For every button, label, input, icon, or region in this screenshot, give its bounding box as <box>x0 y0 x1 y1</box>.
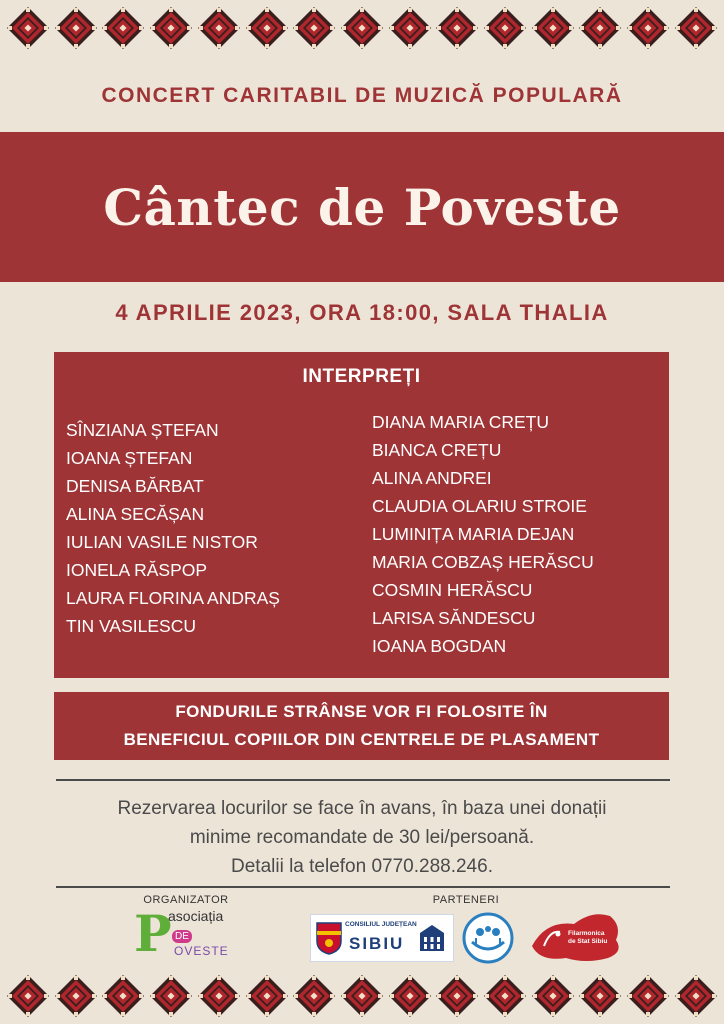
bottom-border <box>0 968 724 1024</box>
folk-embroidery-motif-icon <box>245 974 289 1018</box>
performers-list-left <box>66 416 280 640</box>
performer-name: TIN VASILESCU <box>66 616 196 636</box>
county-building-icon <box>417 923 447 953</box>
event-title: Cântec de Poveste <box>103 177 621 237</box>
performer-name: CLAUDIA OLARIU STROIE <box>372 496 587 516</box>
folk-embroidery-motif-icon <box>388 974 432 1018</box>
performers-heading: INTERPREȚI <box>302 366 421 387</box>
organizer-logo-word: asociația <box>168 908 224 924</box>
folk-embroidery-motif-icon <box>54 974 98 1018</box>
county-crest-icon <box>316 921 342 955</box>
performer-name: IOANA ȘTEFAN <box>66 448 193 468</box>
folk-embroidery-motif-icon <box>531 974 575 1018</box>
organizer-logo-letter: P <box>134 904 172 963</box>
performer-name: IONELA RĂSPOP <box>66 560 208 580</box>
partner-logo-county-council <box>310 914 454 962</box>
folk-embroidery-motif-icon <box>149 974 193 1018</box>
folk-embroidery-motif-icon <box>54 6 98 50</box>
divider-bottom <box>56 886 670 888</box>
performer-name: DENISA BĂRBAT <box>66 476 204 496</box>
performer-name: MARIA COBZAȘ HERĂSCU <box>372 552 594 572</box>
folk-embroidery-motif-icon <box>483 6 527 50</box>
folk-embroidery-motif-icon <box>6 974 50 1018</box>
partner-logo-philharmonic <box>526 906 626 966</box>
folk-embroidery-motif-icon <box>197 6 241 50</box>
folk-embroidery-motif-icon <box>435 6 479 50</box>
performer-name: DIANA MARIA CREȚU <box>372 412 549 432</box>
performer-name: ALINA ANDREI <box>372 468 492 488</box>
philharmonic-name <box>568 930 607 946</box>
organizer-logo <box>134 904 238 963</box>
performer-name: SÎNZIANA ȘTEFAN <box>66 420 219 440</box>
performer-name: IULIAN VASILE NISTOR <box>66 532 258 552</box>
funds-notice-line: FONDURILE STRÂNSE VOR FI FOLOSITE ÎN <box>175 702 548 721</box>
folk-embroidery-motif-icon <box>292 6 336 50</box>
performer-name: BIANCA CREȚU <box>372 440 502 460</box>
folk-embroidery-motif-icon <box>674 6 718 50</box>
organizer-logo-word: OVESTE <box>174 944 229 958</box>
folk-embroidery-motif-icon <box>626 6 670 50</box>
folk-embroidery-motif-icon <box>578 6 622 50</box>
folk-embroidery-motif-icon <box>578 974 622 1018</box>
performer-name: LUMINIȚA MARIA DEJAN <box>372 524 575 544</box>
philharmonic-name-line: Filarmonica <box>568 930 605 937</box>
folk-embroidery-motif-icon <box>292 974 336 1018</box>
performer-name: LAURA FLORINA ANDRAȘ <box>66 588 280 608</box>
folk-embroidery-motif-icon <box>101 6 145 50</box>
partner-name-line: CONSILIUL JUDEȚEAN <box>345 921 417 928</box>
performers-list-right <box>372 408 594 660</box>
organizer-label: ORGANIZATOR <box>143 894 229 906</box>
performer-name: COSMIN HERĂSCU <box>372 580 533 600</box>
organizer-logo-badge: DE <box>172 930 192 943</box>
philharmonic-name-line: de Stat Sibiu <box>568 938 608 945</box>
performer-name: ALINA SECĂȘAN <box>66 504 205 524</box>
folk-embroidery-motif-icon <box>531 6 575 50</box>
folk-embroidery-motif-icon <box>483 974 527 1018</box>
folk-embroidery-motif-icon <box>245 6 289 50</box>
folk-embroidery-motif-icon <box>197 974 241 1018</box>
contact-phone: Detalii la telefon 0770.288.246. <box>231 856 493 877</box>
reservation-info <box>0 794 724 881</box>
helping-hands-icon <box>462 912 514 964</box>
folk-embroidery-motif-icon <box>340 6 384 50</box>
folk-embroidery-motif-icon <box>149 6 193 50</box>
folk-embroidery-motif-icon <box>101 974 145 1018</box>
divider-top <box>56 779 670 781</box>
partners-label: PARTENERI <box>432 894 500 906</box>
funds-notice <box>54 692 669 760</box>
folk-embroidery-motif-icon <box>626 974 670 1018</box>
reservation-line: minime recomandate de 30 lei/persoană. <box>189 827 535 848</box>
folk-embroidery-motif-icon <box>388 6 432 50</box>
top-border <box>0 0 724 56</box>
title-band <box>0 132 724 282</box>
performer-name: LARISA SĂNDESCU <box>372 608 536 628</box>
folk-embroidery-motif-icon <box>340 974 384 1018</box>
event-subtitle: CONCERT CARITABIL DE MUZICĂ POPULARĂ <box>101 84 623 107</box>
partner-name-line: SIBIU <box>349 934 405 953</box>
performers-panel <box>54 352 669 678</box>
event-date-location: 4 APRILIE 2023, ORA 18:00, SALA THALIA <box>115 300 609 325</box>
folk-embroidery-motif-icon <box>435 974 479 1018</box>
folk-embroidery-motif-icon <box>6 6 50 50</box>
folk-embroidery-motif-icon <box>674 974 718 1018</box>
performer-name: IOANA BOGDAN <box>372 636 507 656</box>
funds-notice-line: BENEFICIUL COPIILOR DIN CENTRELE DE PLASAMENT <box>123 730 600 749</box>
reservation-line: Rezervarea locurilor se face în avans, în baza unei donații <box>117 798 607 819</box>
